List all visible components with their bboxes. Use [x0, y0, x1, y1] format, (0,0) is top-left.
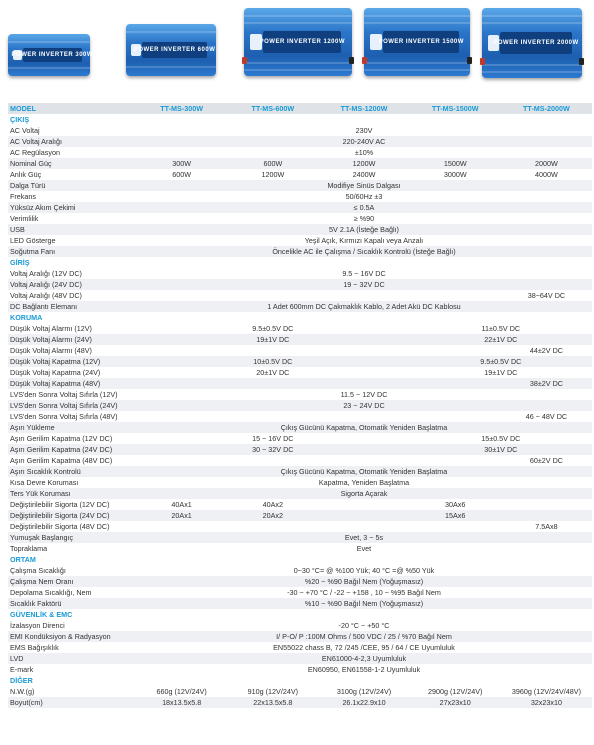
table-row: [8, 378, 592, 389]
cell: 10±0.5V DC: [253, 357, 293, 366]
row-label: ORTAM: [10, 555, 36, 564]
cell: [136, 290, 227, 301]
row-label: AC Voltaj Aralığı: [10, 137, 62, 146]
table-row: [8, 510, 592, 521]
row-label: Düşük Voltaj Alarmı (12V): [10, 324, 92, 333]
row-label: Voltaj Aralığı (12V DC): [10, 269, 82, 278]
inverter-600w-image: [126, 24, 216, 76]
table-row: [8, 136, 592, 147]
cell: 23 ~ 24V DC: [343, 401, 385, 410]
cell: ±10%: [354, 148, 374, 157]
cell: [227, 345, 318, 356]
cell: [227, 411, 318, 422]
row-label: Verimlilik: [10, 214, 39, 223]
row-label: Düşük Voltaj Kapatma (24V): [10, 368, 101, 377]
row-label: LVS'den Sonra Voltaj Sıfırla (24V): [10, 401, 118, 410]
cell: TT-MS-1500W: [431, 104, 479, 113]
cell: [227, 290, 318, 301]
cell: 38±2V DC: [529, 379, 563, 388]
cell: 19±1V DC: [256, 335, 290, 344]
cell: 19 ~ 32V DC: [343, 280, 385, 289]
table-row: [8, 224, 592, 235]
plate-label: POWER INVERTER 2000W: [493, 39, 579, 46]
cell: [318, 378, 409, 389]
cell: [410, 345, 501, 356]
table-row: [8, 279, 592, 290]
row-label: Soğutma Fanı: [10, 247, 56, 256]
table-row: [8, 631, 592, 642]
plate-label: POWER INVERTER 600W: [133, 46, 216, 53]
cell: 60±2V DC: [529, 456, 563, 465]
cell: 600W: [172, 170, 192, 179]
cell: 4000W: [535, 170, 558, 179]
cell: EN55022 chass B, 72 /245 /CEE, 95 / 64 / CE Uyumluluk: [273, 643, 455, 652]
cell: Yeşil Açık, Kırmızı Kapalı veya Anzalı: [304, 236, 424, 245]
cell: 220-240V AC: [342, 137, 386, 146]
table-row: [8, 466, 592, 477]
product-images: [0, 0, 594, 102]
cell: [318, 455, 409, 466]
table-row: [8, 213, 592, 224]
cell: 15 ~ 16V DC: [252, 434, 294, 443]
cell: I/ P-O/ P :100M Ohms / 500 VDC / 25 / %70 Bağıl Nem: [276, 632, 452, 641]
row-label: Değiştirilebilir Sigorta (12V DC): [10, 500, 110, 509]
cell: TT-MS-2000W: [523, 104, 570, 113]
cell: 300W: [172, 159, 192, 168]
plate-label: POWER INVERTER 300W: [11, 51, 94, 58]
cell: 30±1V DC: [484, 445, 518, 454]
cell: 910g (12V/24V): [247, 687, 299, 696]
row-label: MODEL: [10, 104, 36, 113]
table-row: [8, 642, 592, 653]
cell: 26.1x22.9x10: [342, 698, 386, 707]
cell: -20 °C ~ +50 °C: [338, 621, 390, 630]
row-label: E-mark: [10, 665, 34, 674]
cell: 27x23x10: [439, 698, 471, 707]
section-header: [8, 554, 592, 565]
cell: [410, 521, 501, 532]
cell: TT-MS-1200W: [340, 104, 388, 113]
table-row: [8, 422, 592, 433]
table-row: [8, 323, 592, 334]
section-header: [8, 114, 592, 125]
inverter-300w-image: [8, 34, 94, 76]
table-row: [8, 576, 592, 587]
cell: 22±1V DC: [484, 335, 518, 344]
row-label: Nominal Güç: [10, 159, 52, 168]
cell: ≤ 0.5A: [353, 203, 375, 212]
table-row: [8, 532, 592, 543]
cell: EN60950, EN61558-1-2 Uyumluluk: [307, 665, 421, 674]
cell: Sigorta Açarak: [340, 489, 388, 498]
cell: Öncelikle AC ile Çalışma / Sıcaklık Kontrolü (İsteğe Bağlı): [272, 247, 456, 256]
cell: EN61000-4-2,3 Uyumluluk: [321, 654, 407, 663]
table-row: [8, 389, 592, 400]
table-row: [8, 433, 592, 444]
cell: 2900g (12V/24V): [428, 687, 483, 696]
row-label: EMS Bağışıklık: [10, 643, 59, 652]
row-label: Aşırı Yükleme: [10, 423, 55, 432]
table-row: [8, 180, 592, 191]
row-label: Değiştirilebilir Sigorta (48V DC): [10, 522, 110, 531]
cell: 3000W: [443, 170, 467, 179]
table-row: [8, 345, 592, 356]
row-label: Topraklama: [10, 544, 48, 553]
table-row: [8, 543, 592, 554]
cell: 2400W: [352, 170, 376, 179]
table-row: [8, 444, 592, 455]
cell: 9.5 ~ 16V DC: [342, 269, 386, 278]
table-row: [8, 125, 592, 136]
row-label: Ters Yük Koruması: [10, 489, 71, 498]
table-row: [8, 697, 592, 708]
table-header: [8, 103, 592, 114]
cell: 30 ~ 32V DC: [252, 445, 294, 454]
row-label: Yumuşak Başlangıç: [10, 533, 74, 542]
table-row: [8, 620, 592, 631]
row-label: Depolama Sıcaklığı, Nem: [10, 588, 92, 597]
cell: 20Ax2: [262, 511, 283, 520]
row-label: Sıcaklık Faktörü: [10, 599, 62, 608]
row-label: Aşırı Gerilim Kapatma (12V DC): [10, 434, 113, 443]
row-label: Düşük Voltaj Alarmı (24V): [10, 335, 92, 344]
cell: TT-MS-600W: [251, 104, 295, 113]
row-label: Değiştirilebilir Sigorta (24V DC): [10, 511, 110, 520]
row-label: Çalışma Nem Oranı: [10, 577, 74, 586]
cell: ≥ %90: [353, 214, 375, 223]
row-label: Yüksüz Akım Çekimi: [10, 203, 76, 212]
cell: 44±2V DC: [529, 346, 563, 355]
table-row: [8, 587, 592, 598]
table-row: [8, 521, 592, 532]
cell: 40Ax2: [262, 500, 283, 509]
cell: -30 ~ +70 °C / -22 ~ +158 , 10 ~ %95 Bağıl Nem: [287, 588, 441, 597]
cell: 20Ax1: [171, 511, 192, 520]
cell: 9.5±0.5V DC: [252, 324, 294, 333]
row-label: EMI Kondüksiyon & Radyasyon: [10, 632, 111, 641]
cell: 660g (12V/24V): [156, 687, 207, 696]
cell: [136, 455, 227, 466]
row-label: LVD: [10, 654, 24, 663]
table-row: [8, 301, 592, 312]
table-row: [8, 477, 592, 488]
cell: [318, 411, 409, 422]
row-label: Boyut(cm): [10, 698, 43, 707]
section-header: [8, 257, 592, 268]
row-label: USB: [10, 225, 25, 234]
table-row: [8, 653, 592, 664]
cell: [227, 378, 318, 389]
cell: 15Ax6: [445, 511, 466, 520]
cell: 38~64V DC: [527, 291, 566, 300]
cell: Modifiye Sinüs Dalgası: [327, 181, 401, 190]
table-row: [8, 488, 592, 499]
table-row: [8, 202, 592, 213]
table-row: [8, 334, 592, 345]
row-label: LVS'den Sonra Voltaj Sıfırla (12V): [10, 390, 118, 399]
row-label: Dalga Türü: [10, 181, 46, 190]
table-row: [8, 169, 592, 180]
table-row: [8, 356, 592, 367]
cell: 3100g (12V/24V): [336, 687, 392, 696]
table-row: [8, 565, 592, 576]
table-row: [8, 455, 592, 466]
cell: 2000W: [535, 159, 558, 168]
cell: Kapatma, Yeniden Başlatma: [318, 478, 410, 487]
cell: Evet, 3 ~ 5s: [344, 533, 384, 542]
table-row: [8, 268, 592, 279]
cell: [410, 411, 501, 422]
cell: [136, 521, 227, 532]
cell: 32x23x10: [530, 698, 562, 707]
cell: [318, 345, 409, 356]
row-label: KORUMA: [10, 313, 43, 322]
cell: 30Ax6: [445, 500, 466, 509]
cell: 0~30 °C= @ %100 Yük; 40 °C =@ %50 Yük: [293, 566, 435, 575]
table-row: [8, 598, 592, 609]
cell: 40Ax1: [171, 500, 192, 509]
row-label: Aşırı Gerilim Kapatma (24V DC): [10, 445, 113, 454]
row-label: Aşırı Gerilim Kapatma (48V DC): [10, 456, 113, 465]
cell: [227, 521, 318, 532]
row-label: Düşük Voltaj Kapatma (48V): [10, 379, 101, 388]
plate-label: POWER INVERTER 1200W: [259, 38, 345, 45]
row-label: GÜVENLİK & EMC: [10, 610, 73, 619]
cell: 11±0.5V DC: [481, 324, 521, 333]
row-label: Düşük Voltaj Kapatma (12V): [10, 357, 101, 366]
cell: 22x13.5x5.8: [253, 698, 293, 707]
cell: 18x13.5x5.8: [162, 698, 202, 707]
row-label: DİĞER: [10, 676, 33, 685]
row-label: N.W.(g): [10, 687, 35, 696]
row-label: AC Voltaj: [10, 126, 40, 135]
cell: [318, 290, 409, 301]
section-header: [8, 609, 592, 620]
cell: [136, 345, 227, 356]
cell: 46 ~ 48V DC: [525, 412, 568, 421]
table-row: [8, 400, 592, 411]
cell: [410, 290, 501, 301]
table-row: [8, 147, 592, 158]
cell: [318, 521, 409, 532]
cell: 7.5Ax8: [535, 522, 558, 531]
row-label: LED Gösterge: [10, 236, 56, 245]
table-row: [8, 664, 592, 675]
row-label: Voltaj Aralığı (48V DC): [10, 291, 82, 300]
section-header: [8, 312, 592, 323]
inverter-1500w-image: [364, 8, 470, 76]
row-label: AC Regülasyon: [10, 148, 60, 157]
table-row: [8, 158, 592, 169]
cell: 50/60Hz ±3: [345, 192, 383, 201]
cell: 5V 2.1A (İsteğe Bağlı): [329, 225, 399, 234]
table-row: [8, 191, 592, 202]
cell: 19±1V DC: [484, 368, 518, 377]
cell: TT-MS-300W: [160, 104, 204, 113]
cell: 1500W: [443, 159, 467, 168]
cell: [227, 455, 318, 466]
row-label: DC Bağlantı Elemanı: [10, 302, 78, 311]
spec-table: [8, 103, 592, 708]
cell: 1200W: [261, 170, 285, 179]
row-label: Voltaj Aralığı (24V DC): [10, 280, 82, 289]
cell: [136, 378, 227, 389]
row-label: Çalışma Sıcaklığı: [10, 566, 66, 575]
cell: 3960g (12V/24V/48V): [511, 687, 581, 696]
cell: 1 Adet 600mm DC Çakmaklık Kablo, 2 Adet Akü DC Kablosu: [267, 302, 461, 311]
table-row: [8, 686, 592, 697]
row-label: GİRİŞ: [10, 258, 30, 267]
table-row: [8, 499, 592, 510]
section-header: [8, 675, 592, 686]
cell: %20 ~ %90 Bağıl Nem (Yoğuşmasız): [304, 577, 424, 586]
table-row: [8, 235, 592, 246]
inverter-2000w-image: [482, 8, 582, 78]
cell: 11.5 ~ 12V DC: [340, 390, 388, 399]
cell: 20±1V DC: [256, 368, 290, 377]
row-label: Frekans: [10, 192, 36, 201]
cell: Çıkış Gücünü Kapatma, Otomatik Yeniden Başlatma: [280, 423, 448, 432]
row-label: Anlık Güç: [10, 170, 42, 179]
cell: 230V: [355, 126, 373, 135]
table-row: [8, 367, 592, 378]
row-label: İzalasyon Direnci: [10, 621, 65, 630]
cell: Çıkış Gücünü Kapatma, Otomatik Yeniden Başlatma: [280, 467, 448, 476]
row-label: Düşük Voltaj Alarmı (48V): [10, 346, 92, 355]
cell: [136, 411, 227, 422]
cell: 600W: [263, 159, 283, 168]
table-row: [8, 290, 592, 301]
cell: Evet: [356, 544, 372, 553]
table-row: [8, 246, 592, 257]
inverter-1200w-image: [244, 8, 352, 76]
row-label: Kısa Devre Koruması: [10, 478, 79, 487]
plate-label: POWER INVERTER 1500W: [378, 38, 464, 45]
cell: [410, 455, 501, 466]
cell: 15±0.5V DC: [481, 434, 521, 443]
cell: 1200W: [352, 159, 376, 168]
row-label: Aşırı Sıcaklık Kontrolü: [10, 467, 81, 476]
cell: %10 ~ %90 Bağıl Nem (Yoğuşmasız): [304, 599, 424, 608]
row-label: LVS'den Sonra Voltaj Sıfırla (48V): [10, 412, 118, 421]
table-row: [8, 411, 592, 422]
row-label: ÇIKIŞ: [10, 115, 30, 124]
cell: 9.5±0.5V DC: [480, 357, 522, 366]
cell: [410, 378, 501, 389]
